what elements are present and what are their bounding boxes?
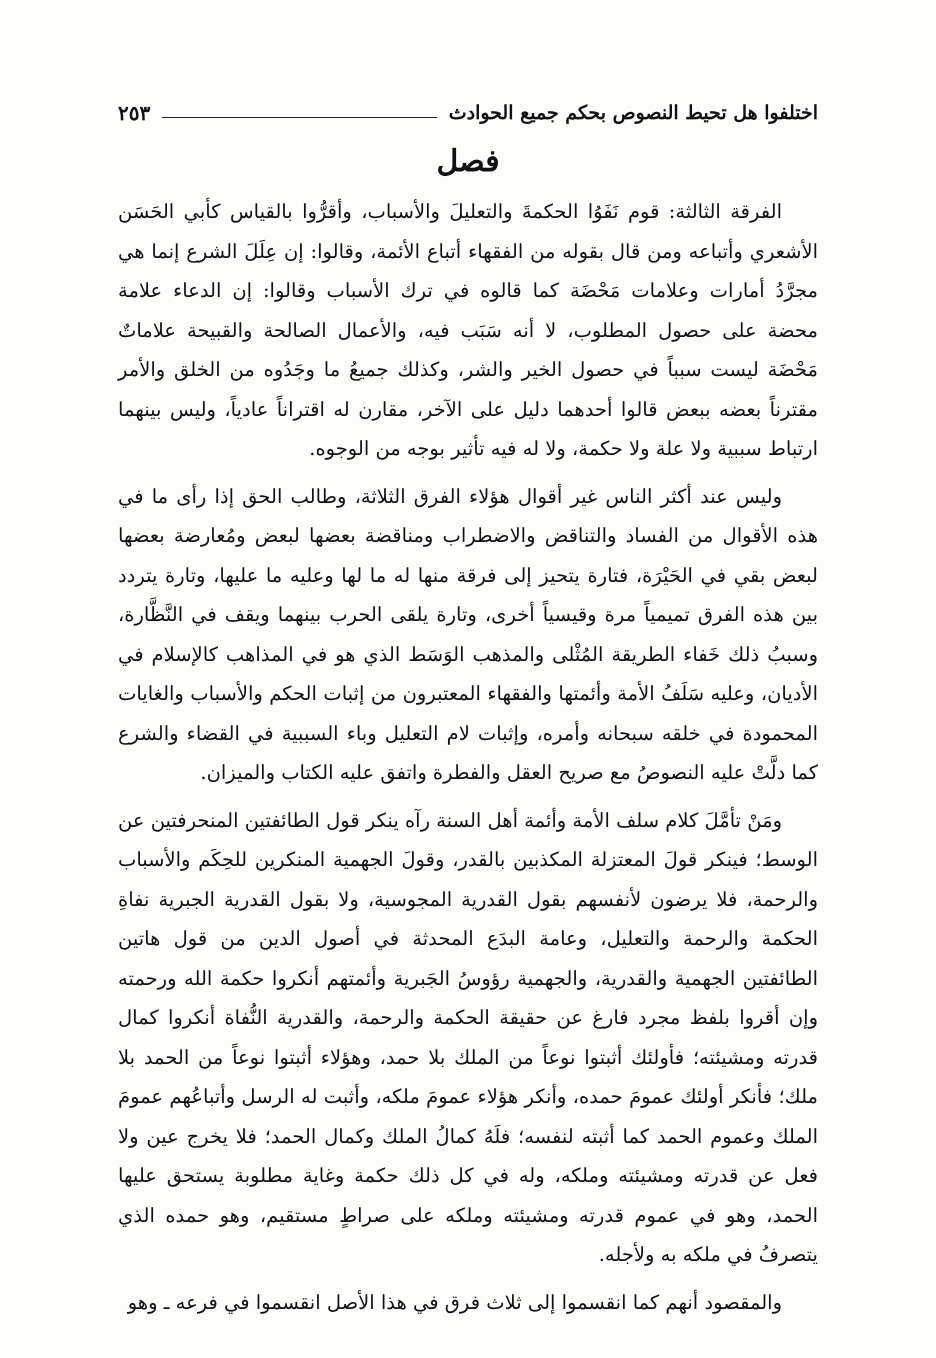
paragraph: ومَنْ تأمَّلَ كلام سلف الأمة وأئمة أهل السنة رآه ينكر قول الطائفتين المنحرفتين عن الوسط؛ فينكر قولَ المعتزلة المكذبين بالقدر، وقولَ الجهمية المنكرين للحِكَم والأسباب والرحمة، فلا يرضون لأنفسهم بقول القدرية المجوسية، ولا بقول القدرية الجبرية نفاةِ الحكمة والرحمة والتعليل، وعامة البدَع المحدثة في أصول الدين من قول هاتين الطائفتين الجهمية والقدرية، والجهمية رؤوسُ الجَبرية وأئمتهم أنكروا حكمة الله ورحمته وإن أقروا بلفظ مجرد فارغ عن حقيقة الحكمة والرحمة، والقدرية النُّفاة أنكروا كمال قدرته ومشيئته؛ فأولئك أثبتوا نوعاً من الملك بلا حمد، وهؤلاء أثبتوا نوعاً من الحمد بلا ملك؛ فأنكر أولئك عمومَ حمده، وأنكر هؤلاء عمومَ ملكه، وأثبت له الرسل وأتباعُهم عمومَ الملك وعموم الحمد كما أثبته لنفسه؛ فلَهُ كمالُ الملك وكمال الحمد؛ فلا يخرج عين ولا فعل عن قدرته ومشيئته وملكه، وله في كل ذلك حكمة وغاية مطلوبة يستحق عليها الحمد، وهو في عموم قدرته ومشيئته وملكه على صراطٍ مستقيم، وهو حمده الذي يتصرفُ في ملكه به ولأجله.	[118, 808, 818, 1266]
paragraph: الفرقة الثالثة: قوم نَفَوُا الحكمةَ والتعليلَ والأسباب، وأقرُّوا بالقياس كأبي الحَسَن الأشعري وأتباعه ومن قال بقوله من الفقهاء أتباع الأئمة، وقالوا: إن عِلَلَ الشرع إنما هي مجرَّدُ أمارات وعلامات مَحْضَة كما قالوه في ترك الأسباب وقالوا: إن الدعاء علامة محضة على حصول المطلوب، لا أنه سَبَب فيه، والأعمال الصالحة والقبيحة علاماتٌ مَحْضَة ليست سبباً في حصول الخير والشر، وكذلك جميعُ ما وجَدُوه من الخلق والأمر مقترناً بعضه ببعض قالوا أحدهما دليل على الآخر، مقارن له اقتراناً عادياً، وليس بينهما ارتباط سببية ولا علة ولا حكمة، ولا له فيه تأثير بوجه من الوجوه.	[118, 200, 818, 460]
section-heading: فصل	[436, 144, 500, 179]
running-header	[118, 96, 818, 130]
paragraph: والمقصود أنهم كما انقسموا إلى ثلاث فرق في هذا الأصل انقسموا في فرعه ـ وهو	[127, 1290, 782, 1314]
page-number: ٢٥٣	[118, 101, 151, 125]
running-header-title: اختلفوا هل تحيط النصوص بحكم جميع الحوادث	[448, 102, 818, 124]
header-rule	[162, 117, 436, 118]
body-text	[118, 192, 818, 1330]
paragraph: وليس عند أكثر الناس غير أقوال هؤلاء الفرق الثلاثة، وطالب الحق إذا رأى ما في هذه الأقوال من الفساد والتناقض والاضطراب ومناقضة بعضها لبعض ومُعارضة بعضها لبعض بقي في الحَيْرَة، فتارة يتحيز إلى فرقة منها له ما لها وعليه ما عليها، وتارة يتردد بين هذه الفرق تميمياً مرة وقيسياً أخرى، وتارة يلقى الحرب بينهما ويقف في النَّظَّارة، وسببُ ذلك خَفاء الطريقة المُثْلى والمذهب الوَسَط الذي هو في المذاهب كالإسلام في الأديان، وعليه سَلَفُ الأمة وأئمتها والفقهاء المعتبرون من إثبات الحكم والأسباب والغايات المحمودة في خلقه سبحانه وأمره، وإثبات لام التعليل وباء السببية في القضاء والشرع كما دلَّتْ عليه النصوصُ مع صريح العقل والفطرة واتفق عليه الكتاب والميزان.	[118, 484, 818, 784]
